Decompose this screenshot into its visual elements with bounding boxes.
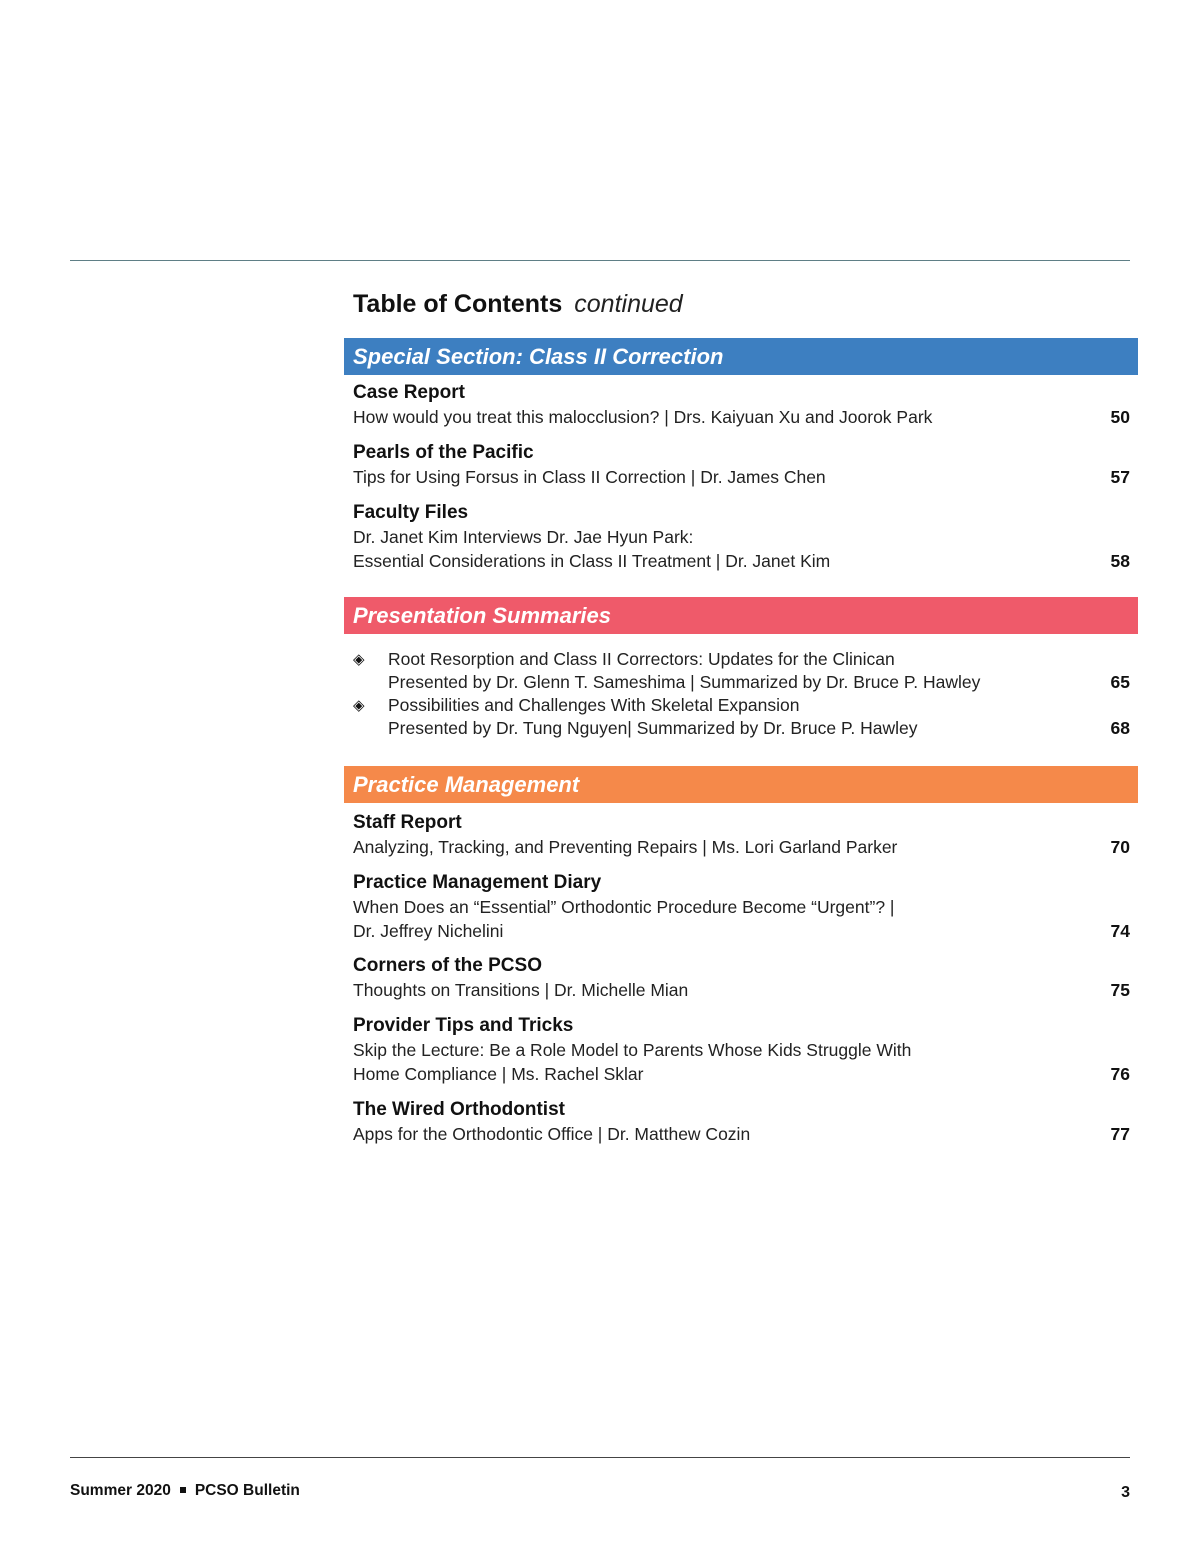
toc-entry[interactable] <box>353 441 1130 489</box>
entry-description: Dr. Janet Kim Interviews Dr. Jae Hyun Park: <box>353 527 694 547</box>
summary-byline: Presented by Dr. Tung Nguyen| Summarized by Dr. Bruce P. Hawley <box>388 718 918 738</box>
entry-title: Corners of the PCSO <box>353 955 542 976</box>
summary-title: Root Resorption and Class II Correctors: Updates for the Clinican <box>388 649 895 669</box>
footer-issue: Summer 2020 <box>70 1482 171 1499</box>
entry-description: Apps for the Orthodontic Office | Dr. Matthew Cozin <box>353 1124 751 1144</box>
entry-description: Thoughts on Transitions | Dr. Michelle Mian <box>353 980 689 1000</box>
diamond-bullet-icon: ◈ <box>353 697 365 714</box>
entry-title: Faculty Files <box>353 502 469 523</box>
toc-entry[interactable] <box>353 381 1130 429</box>
footer-publication-info <box>70 1480 300 1502</box>
entry-title: Staff Report <box>353 812 462 833</box>
page-title <box>353 287 683 321</box>
footer-publication: PCSO Bulletin <box>194 1482 300 1499</box>
entry-page-number: 57 <box>1110 467 1130 487</box>
entry-description: Tips for Using Forsus in Class II Correction | Dr. James Chen <box>353 467 826 487</box>
entry-page-number: 50 <box>1110 407 1130 427</box>
entry-title: Provider Tips and Tricks <box>353 1015 574 1036</box>
entry-description: Essential Considerations in Class II Treatment | Dr. Janet Kim <box>353 551 831 571</box>
toc-title: Table of Contents <box>353 290 563 318</box>
summary-byline: Presented by Dr. Glenn T. Sameshima | Summarized by Dr. Bruce P. Hawley <box>388 672 981 692</box>
section-band-special: Special Section: Class II Correction <box>344 338 1138 375</box>
footer-page-number: 3 <box>1121 1484 1130 1501</box>
summary-item[interactable] <box>353 694 1130 740</box>
entry-description: Home Compliance | Ms. Rachel Sklar <box>353 1064 644 1084</box>
summary-item[interactable] <box>353 648 1130 694</box>
entry-page-number: 75 <box>1110 980 1130 1000</box>
diamond-bullet-icon: ◈ <box>353 651 365 668</box>
entry-title: Case Report <box>353 382 465 403</box>
entry-description: Skip the Lecture: Be a Role Model to Parents Whose Kids Struggle With <box>353 1040 912 1060</box>
summary-title: Possibilities and Challenges With Skeletal Expansion <box>388 695 800 715</box>
entry-page-number: 70 <box>1110 837 1130 857</box>
entry-title: Pearls of the Pacific <box>353 442 534 463</box>
square-separator-icon <box>180 1487 186 1493</box>
entry-page-number: 74 <box>1110 921 1130 941</box>
toc-continued-label: continued <box>574 290 683 318</box>
section-band-presentation: Presentation Summaries <box>344 597 1138 634</box>
entry-page-number: 76 <box>1110 1064 1130 1084</box>
top-divider <box>70 260 1130 261</box>
summary-page-number: 65 <box>1110 672 1130 692</box>
toc-entry[interactable] <box>353 1014 1130 1086</box>
entry-page-number: 58 <box>1110 551 1130 571</box>
entry-title: Practice Management Diary <box>353 872 602 893</box>
section-band-practice: Practice Management <box>344 766 1138 803</box>
toc-entry[interactable] <box>353 871 1130 943</box>
toc-entry[interactable] <box>353 954 1130 1002</box>
footer-divider <box>70 1457 1130 1458</box>
toc-entry[interactable] <box>353 1098 1130 1146</box>
entry-description: How would you treat this malocclusion? | Drs. Kaiyuan Xu and Joorok Park <box>353 407 933 427</box>
entry-title: The Wired Orthodontist <box>353 1099 565 1120</box>
entry-description: Dr. Jeffrey Nichelini <box>353 921 504 941</box>
summary-page-number: 68 <box>1110 718 1130 738</box>
toc-entry[interactable] <box>353 501 1130 573</box>
entry-page-number: 77 <box>1110 1124 1130 1144</box>
entry-description: When Does an “Essential” Orthodontic Procedure Become “Urgent”? | <box>353 897 895 917</box>
toc-entry[interactable] <box>353 811 1130 859</box>
entry-description: Analyzing, Tracking, and Preventing Repairs | Ms. Lori Garland Parker <box>353 837 898 857</box>
